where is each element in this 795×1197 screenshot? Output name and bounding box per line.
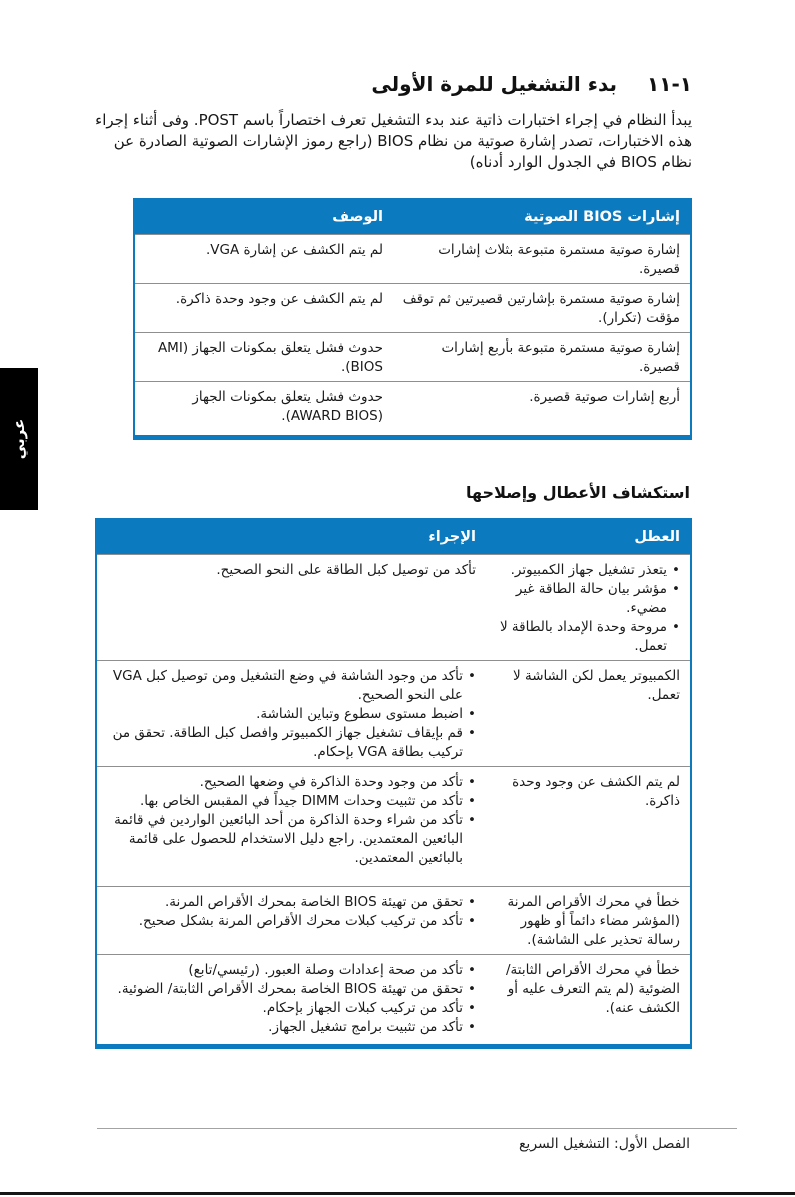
action-cell — [96, 767, 486, 887]
section-heading — [371, 72, 692, 96]
problem-cell: لم يتم الكشف عن وجود وحدة ذاكرة. — [486, 767, 691, 887]
table-row — [96, 887, 691, 955]
list-item: • تأكد من وجود وحدة الذاكرة في وضعها الصحيح. — [105, 773, 476, 792]
action-cell — [96, 955, 486, 1047]
section-title: بدء التشغيل للمرة الأولى — [371, 72, 618, 96]
list-item: • اضبط مستوى سطوع وتباين الشاشة. — [105, 705, 476, 724]
list-item: • تأكد من وجود الشاشة في وضع التشغيل ومن توصيل كبل VGA على النحو الصحيح. — [105, 667, 476, 705]
action-cell — [96, 887, 486, 955]
table-row — [134, 382, 691, 438]
intro-paragraph: يبدأ النظام في إجراء اختبارات ذاتية عند بدء التشغيل تعرف اختصاراً باسم POST. وفى أثناء إجراء هذه الاختبارات، تصدر إشارة صوتية من نظام BIOS (راجع رموز الإشارات الصوتية الصادرة عن نظام BIOS في الجدول الوارد أدناه) — [95, 111, 692, 171]
list-item: • تحقق من تهيئة BIOS الخاصة بمحرك الأقراص المرنة. — [105, 893, 476, 912]
action-cell — [96, 661, 486, 767]
table-row — [96, 555, 691, 661]
signal-cell: إشارة صوتية مستمرة متبوعة بثلاث إشارات قصيرة. — [393, 235, 691, 284]
description-cell: حدوث فشل يتعلق بمكونات الجهاز (AMI BIOS). — [134, 333, 393, 382]
header-bios-signals: إشارات BIOS الصوتية — [393, 199, 691, 235]
action-cell: تأكد من توصيل كبل الطاقة على النحو الصحيح. — [96, 555, 486, 661]
table-row — [96, 767, 691, 887]
list-item: • تأكد من تثبيت برامج تشغيل الجهاز. — [105, 1018, 476, 1037]
table-row — [134, 284, 691, 333]
list-item: • مؤشر بيان حالة الطاقة غير مضيء. — [494, 580, 680, 618]
list-item: • يتعذر تشغيل جهاز الكمبيوتر. — [494, 561, 680, 580]
problem-cell: خطأ في محرك الأقراص المرنة (المؤشر مضاء دائماً أو ظهور رسالة تحذير على الشاشة). — [486, 887, 691, 955]
list-item: • تحقق من تهيئة BIOS الخاصة بمحرك الأقراص الثابتة/ الضوئية. — [105, 980, 476, 999]
list-item: • تأكد من تركيب كبلات الجهاز بإحكام. — [105, 999, 476, 1018]
description-cell: لم يتم الكشف عن وجود وحدة ذاكرة. — [134, 284, 393, 333]
table-header-row — [96, 519, 691, 555]
signal-cell: إشارة صوتية مستمرة بإشارتين قصيرتين ثم توقف مؤقت (تكرار). — [393, 284, 691, 333]
table-row — [134, 333, 691, 382]
list-item: • تأكد من صحة إعدادات وصلة العبور. (رئيسي/تابع) — [105, 961, 476, 980]
page-bottom-scan-line — [0, 1192, 795, 1195]
problem-cell — [486, 555, 691, 661]
list-item: • قم بإيقاف تشغيل جهاز الكمبيوتر وافصل كبل الطاقة. تحقق من تركيب بطاقة VGA بإحكام. — [105, 724, 476, 762]
description-cell: حدوث فشل يتعلق بمكونات الجهاز (AWARD BIOS). — [134, 382, 393, 438]
table-header-row — [134, 199, 691, 235]
signal-cell: أربع إشارات صوتية قصيرة. — [393, 382, 691, 438]
header-action: الإجراء — [96, 519, 486, 555]
footer-divider — [97, 1128, 737, 1129]
bios-beep-table — [133, 198, 692, 440]
table-row — [96, 661, 691, 767]
description-cell: لم يتم الكشف عن إشارة VGA. — [134, 235, 393, 284]
problem-cell: الكمبيوتر يعمل لكن الشاشة لا تعمل. — [486, 661, 691, 767]
troubleshooting-heading: استكشاف الأعطال وإصلاحها — [465, 483, 690, 502]
section-number: ١-١١ — [647, 72, 692, 96]
problem-cell: خطأ في محرك الأقراص الثابتة/ الضوئية (لم يتم التعرف عليه أو الكشف عنه). — [486, 955, 691, 1047]
list-item: • تأكد من تركيب كبلات محرك الأقراص المرنة بشكل صحيح. — [105, 912, 476, 931]
footer-chapter-label: الفصل الأول: التشغيل السريع — [518, 1136, 690, 1152]
table-row — [96, 955, 691, 1047]
list-item: • تأكد من شراء وحدة الذاكرة من أحد البائعين الواردين في قائمة البائعين المعتمدين. راجع دليل الاستخدام للحصول على قائمة بالبائعين المعتمدين. — [105, 811, 476, 868]
table-row — [134, 235, 691, 284]
language-tab-label: عربي — [10, 418, 29, 460]
list-item: • مروحة وحدة الإمداد بالطاقة لا تعمل. — [494, 618, 680, 656]
header-description: الوصف — [134, 199, 393, 235]
language-tab — [0, 368, 38, 510]
header-problem: العطل — [486, 519, 691, 555]
troubleshooting-table — [95, 518, 692, 1049]
list-item: • تأكد من تثبيت وحدات DIMM جيداً في المقبس الخاص بها. — [105, 792, 476, 811]
signal-cell: إشارة صوتية مستمرة متبوعة بأربع إشارات قصيرة. — [393, 333, 691, 382]
